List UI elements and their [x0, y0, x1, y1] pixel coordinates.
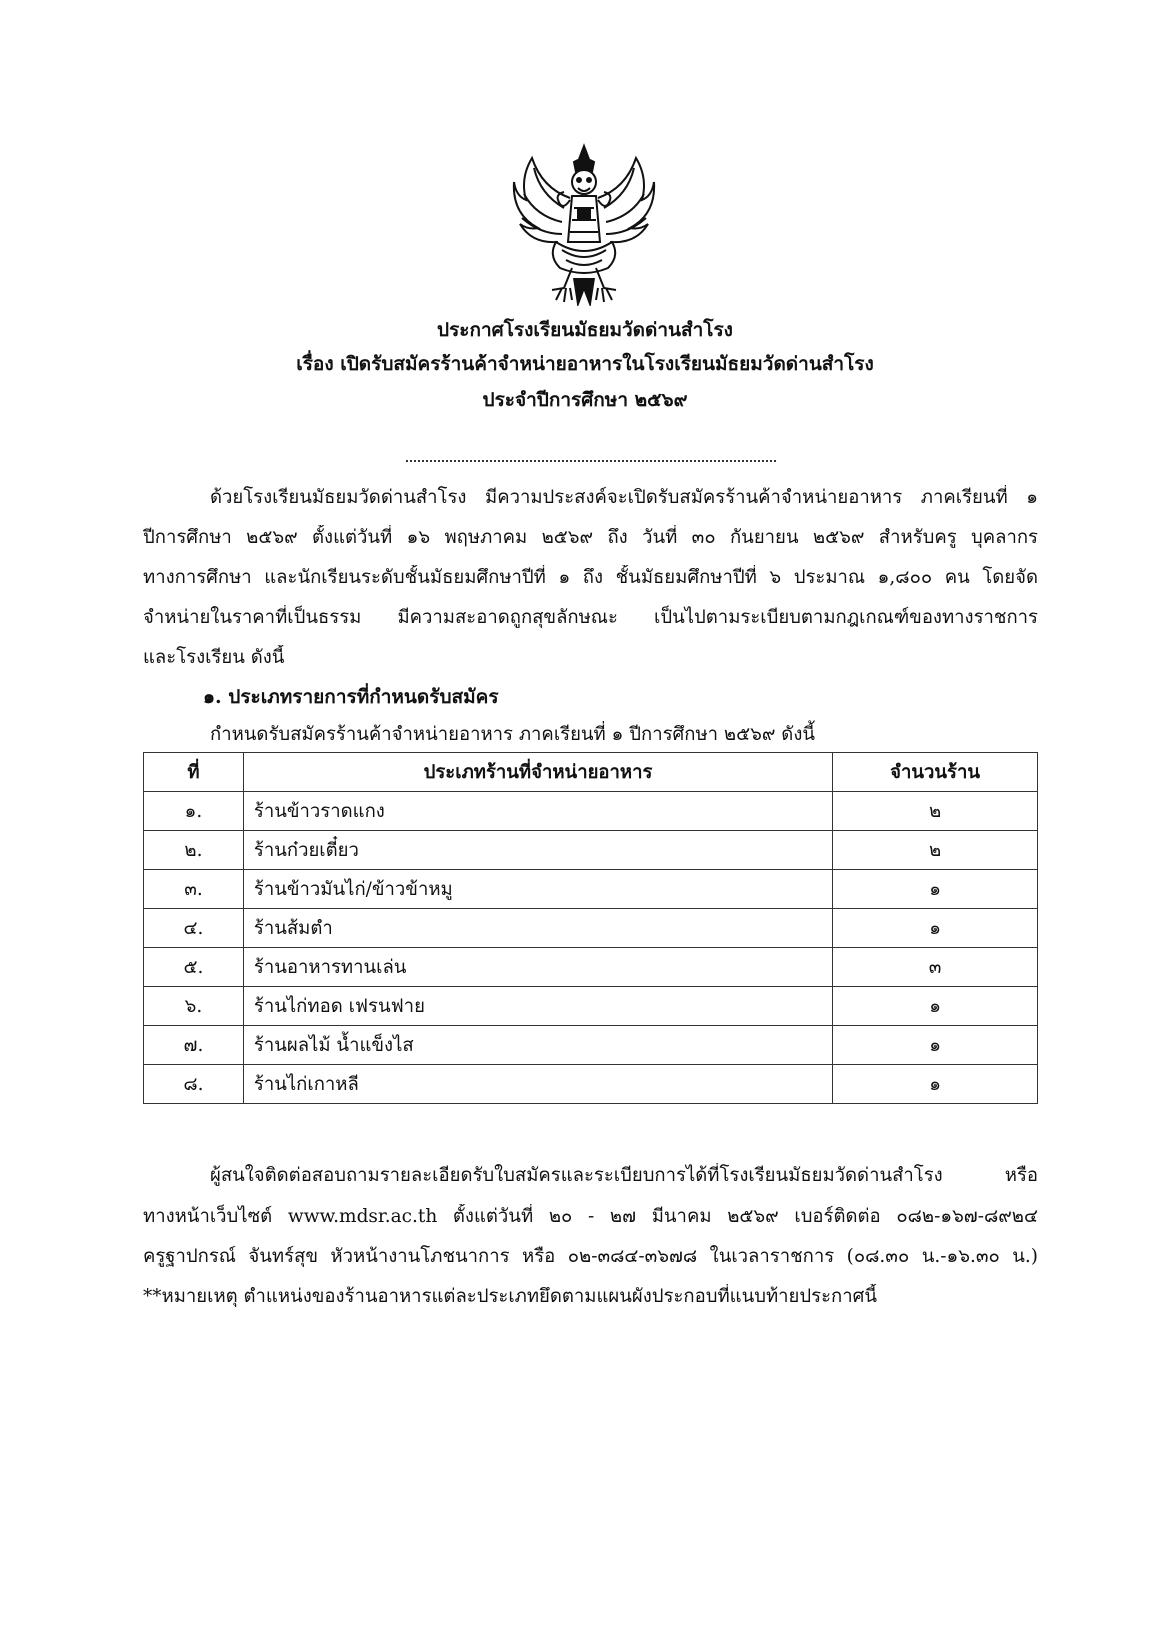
contact-line: ทางหน้าเว็บไซต์ www.mdsr.ac.th ตั้งแต่วันที่ ๒๐ - ๒๗ มีนาคม ๒๕๖๙ เบอร์ติดต่อ ๐๘๒-๑๖๗-๘๙๒๔	[143, 1206, 1038, 1227]
row-shop-count: ๑	[833, 1065, 1038, 1104]
row-shop-type: ร้านไก่ทอด เฟรนฟาย	[243, 987, 832, 1026]
contact-line: ผู้สนใจติดต่อสอบถามรายละเอียดรับใบสมัครและระเบียบการได้ที่โรงเรียนมัธยมวัดด่านสำโรง หรือ	[210, 1165, 1038, 1186]
table-header-row	[144, 753, 1038, 792]
section-heading: ๑. ประเภทรายการที่กำหนดรับสมัคร	[203, 686, 499, 708]
row-number: ๕.	[144, 948, 244, 987]
row-shop-count: ๑	[833, 909, 1038, 948]
shop-types-table	[143, 752, 1038, 1104]
intro-line: ทางการศึกษา และนักเรียนระดับชั้นมัธยมศึกษาปีที่ ๑ ถึง ชั้นมัธยมศึกษาปีที่ ๖ ประมาณ ๑,๘๐๐ คน โดยจัด	[143, 567, 1038, 588]
row-shop-type: ร้านผลไม้ น้ำแข็งไส	[243, 1026, 832, 1065]
dotted-divider	[406, 452, 776, 462]
table-row	[144, 1026, 1038, 1065]
garuda-emblem-icon	[512, 138, 657, 306]
row-shop-type: ร้านไก่เกาหลี	[243, 1065, 832, 1104]
row-number: ๑.	[144, 792, 244, 831]
row-number: ๘.	[144, 1065, 244, 1104]
header-shop-count: จำนวนร้าน	[833, 753, 1038, 792]
intro-line: ปีการศึกษา ๒๕๖๙ ตั้งแต่วันที่ ๑๖ พฤษภาคม ๒๕๖๙ ถึง วันที่ ๓๐ กันยายน ๒๕๖๙ สำหรับครู บุคลากร	[143, 527, 1038, 548]
document-title: ประกาศโรงเรียนมัธยมวัดด่านสำโรง	[437, 319, 733, 341]
row-number: ๓.	[144, 870, 244, 909]
row-shop-count: ๑	[833, 987, 1038, 1026]
remark-line: **หมายเหตุ ตำแหน่งของร้านอาหารแต่ละประเภทยึดตามแผนผังประกอบที่แนบท้ายประกาศนี้	[143, 1286, 877, 1307]
header-shop-type: ประเภทร้านที่จำหน่ายอาหาร	[243, 753, 832, 792]
contact-line: ครูฐาปกรณ์ จันทร์สุข หัวหน้างานโภชนาการ หรือ ๐๒-๓๘๔-๓๖๗๘ ในเวลาราชการ (๐๘.๓๐ น.-๑๖.๓๐ น.)	[143, 1246, 1038, 1267]
row-number: ๒.	[144, 831, 244, 870]
section-subline: กำหนดรับสมัครร้านค้าจำหน่ายอาหาร ภาคเรียนที่ ๑ ปีการศึกษา ๒๕๖๙ ดังนี้	[210, 724, 815, 745]
row-shop-count: ๒	[833, 792, 1038, 831]
row-shop-type: ร้านก๋วยเตี๋ยว	[243, 831, 832, 870]
table-row	[144, 831, 1038, 870]
table-row	[144, 987, 1038, 1026]
row-shop-count: ๒	[833, 831, 1038, 870]
table-row	[144, 1065, 1038, 1104]
header-number: ที่	[144, 753, 244, 792]
intro-line: จำหน่ายในราคาที่เป็นธรรม มีความสะอาดถูกสุขลักษณะ เป็นไปตามระเบียบตามกฎเกณฑ์ของทางราชการ	[143, 607, 1038, 628]
row-shop-type: ร้านข้าวราดแกง	[243, 792, 832, 831]
document-year: ประจำปีการศึกษา ๒๕๖๙	[482, 389, 688, 411]
row-shop-count: ๑	[833, 870, 1038, 909]
row-shop-count: ๑	[833, 1026, 1038, 1065]
row-shop-type: ร้านส้มตำ	[243, 909, 832, 948]
document-subject: เรื่อง เปิดรับสมัครร้านค้าจำหน่ายอาหารในโรงเรียนมัธยมวัดด่านสำโรง	[296, 353, 874, 375]
row-shop-count: ๓	[833, 948, 1038, 987]
row-number: ๔.	[144, 909, 244, 948]
row-number: ๖.	[144, 987, 244, 1026]
table-row	[144, 948, 1038, 987]
table-row	[144, 870, 1038, 909]
row-number: ๗.	[144, 1026, 244, 1065]
row-shop-type: ร้านข้าวมันไก่/ข้าวข้าหมู	[243, 870, 832, 909]
intro-line: ด้วยโรงเรียนมัธยมวัดด่านสำโรง มีความประสงค์จะเปิดรับสมัครร้านค้าจำหน่ายอาหาร ภาคเรียนที่ ๑	[210, 487, 1038, 508]
table-row	[144, 909, 1038, 948]
intro-line: และโรงเรียน ดังนี้	[143, 647, 285, 668]
row-shop-type: ร้านอาหารทานเล่น	[243, 948, 832, 987]
table-row	[144, 792, 1038, 831]
